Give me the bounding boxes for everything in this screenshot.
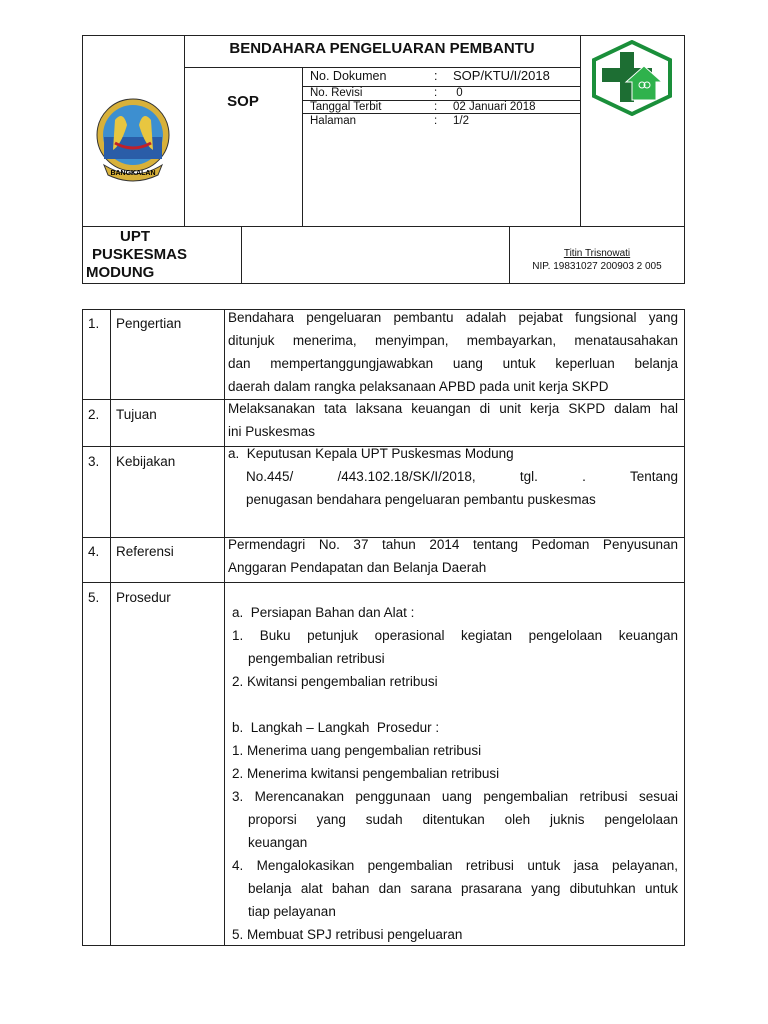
text-line: ini Puskesmas bbox=[228, 424, 316, 439]
doc-number: SOP/KTU/I/2018 bbox=[453, 68, 550, 83]
text-line: 1. Menerima uang pengembalian retribusi bbox=[232, 743, 482, 758]
text-line: Bendahara pengeluaran pembantu adalah pejabat fungsional yang bbox=[228, 310, 678, 325]
text-line: b. Langkah – Langkah Prosedur : bbox=[232, 720, 440, 735]
svg-text:BANGKALAN: BANGKALAN bbox=[110, 170, 156, 177]
text-line: 4. Mengalokasikan pengembalian retribusi untuk jasa pelayanan, bbox=[232, 858, 678, 873]
text-line: proporsi yang sudah ditentukan oleh juknis pengelolaan bbox=[248, 812, 678, 827]
sop-label: SOP bbox=[227, 93, 259, 110]
document-title: BENDAHARA PENGELUARAN PEMBANTU bbox=[229, 40, 535, 57]
info-label: No. Revisi bbox=[310, 87, 363, 99]
text-line: 5. Membuat SPJ retribusi pengeluaran bbox=[232, 927, 463, 942]
issue-date: 02 Januari 2018 bbox=[453, 101, 536, 113]
divider bbox=[241, 226, 242, 284]
bangkalan-logo bbox=[90, 95, 176, 185]
row-label: Prosedur bbox=[116, 590, 171, 605]
text-line: Melaksanakan tata laksana keuangan di unit kerja SKPD dalam hal bbox=[228, 401, 678, 416]
divider bbox=[184, 35, 185, 227]
signer-name: Titin Trisnowati bbox=[563, 248, 631, 259]
info-sep: : bbox=[434, 101, 438, 113]
text-line: No.445/ /443.102.18/SK/I/2018, tgl. . Tentang bbox=[246, 469, 678, 484]
text-line: ditunjuk menerima, menyimpan, membayarkan, menatausahakan bbox=[228, 333, 678, 348]
row-label: Tujuan bbox=[116, 407, 157, 422]
info-label: Halaman bbox=[310, 115, 357, 127]
divider bbox=[302, 113, 580, 114]
text-line: belanja alat bahan dan sarana prasarana yang dibutuhkan untuk bbox=[248, 881, 678, 896]
text-line: a. Persiapan Bahan dan Alat : bbox=[232, 605, 415, 620]
info-sep: : bbox=[434, 87, 438, 99]
revision: 0 bbox=[453, 87, 463, 99]
org-line: PUSKESMAS bbox=[92, 246, 188, 263]
text-line: tiap pelayanan bbox=[248, 904, 336, 919]
org-line: MODUNG bbox=[86, 264, 155, 281]
info-sep: : bbox=[434, 115, 438, 127]
row-number: 1. bbox=[88, 316, 100, 331]
row-label: Pengertian bbox=[116, 316, 182, 331]
divider bbox=[224, 309, 225, 946]
spacer bbox=[232, 693, 678, 716]
divider bbox=[302, 67, 303, 227]
info-label: No. Dokumen bbox=[310, 69, 387, 83]
info-label: Tanggal Terbit bbox=[310, 101, 382, 113]
info-sep: : bbox=[434, 69, 438, 83]
text-line: pengembalian retribusi bbox=[248, 651, 385, 666]
row-content-tujuan bbox=[228, 397, 678, 443]
text-line: 2. Menerima kwitansi pengembalian retribusi bbox=[232, 766, 500, 781]
org-line: UPT bbox=[120, 228, 150, 245]
organization bbox=[86, 228, 240, 282]
text-line: penugasan bendahara pengeluaran pembantu puskesmas bbox=[246, 492, 596, 507]
row-label: Referensi bbox=[116, 544, 174, 559]
divider bbox=[580, 35, 581, 227]
text-line: 1. Buku petunjuk operasional kegiatan pengelolaan keuangan bbox=[232, 628, 678, 643]
puskesmas-logo bbox=[590, 40, 674, 116]
text-line: 2. Kwitansi pengembalian retribusi bbox=[232, 674, 438, 689]
signer-nip: NIP. 19831027 200903 2 005 bbox=[532, 261, 662, 272]
text-line: daerah dalam rangka pelaksanaan APBD pada unit kerja SKPD bbox=[228, 379, 609, 394]
divider bbox=[82, 582, 685, 583]
row-content-pengertian bbox=[228, 306, 678, 398]
row-number: 3. bbox=[88, 454, 100, 469]
text-line: keuangan bbox=[248, 835, 308, 850]
row-content-kebijakan bbox=[228, 442, 678, 511]
text-line: Anggaran Pendapatan dan Belanja Daerah bbox=[228, 560, 487, 575]
row-number: 5. bbox=[88, 590, 100, 605]
text-line: dan mempertanggungjawabkan uang untuk keperluan belanja bbox=[228, 356, 678, 371]
text-line: 3. Merencanakan penggunaan uang pengembalian retribusi sesuai bbox=[232, 789, 678, 804]
divider bbox=[110, 309, 111, 946]
row-number: 4. bbox=[88, 544, 100, 559]
divider bbox=[82, 226, 685, 227]
row-number: 2. bbox=[88, 407, 100, 422]
text-line: a. Keputusan Kepala UPT Puskesmas Modung bbox=[228, 446, 514, 461]
page-number: 1/2 bbox=[453, 115, 469, 127]
row-label: Kebijakan bbox=[116, 454, 176, 469]
row-content-prosedur bbox=[232, 601, 678, 946]
text-line: Permendagri No. 37 tahun 2014 tentang Pedoman Penyusunan bbox=[228, 537, 678, 552]
row-content-referensi bbox=[228, 533, 678, 579]
